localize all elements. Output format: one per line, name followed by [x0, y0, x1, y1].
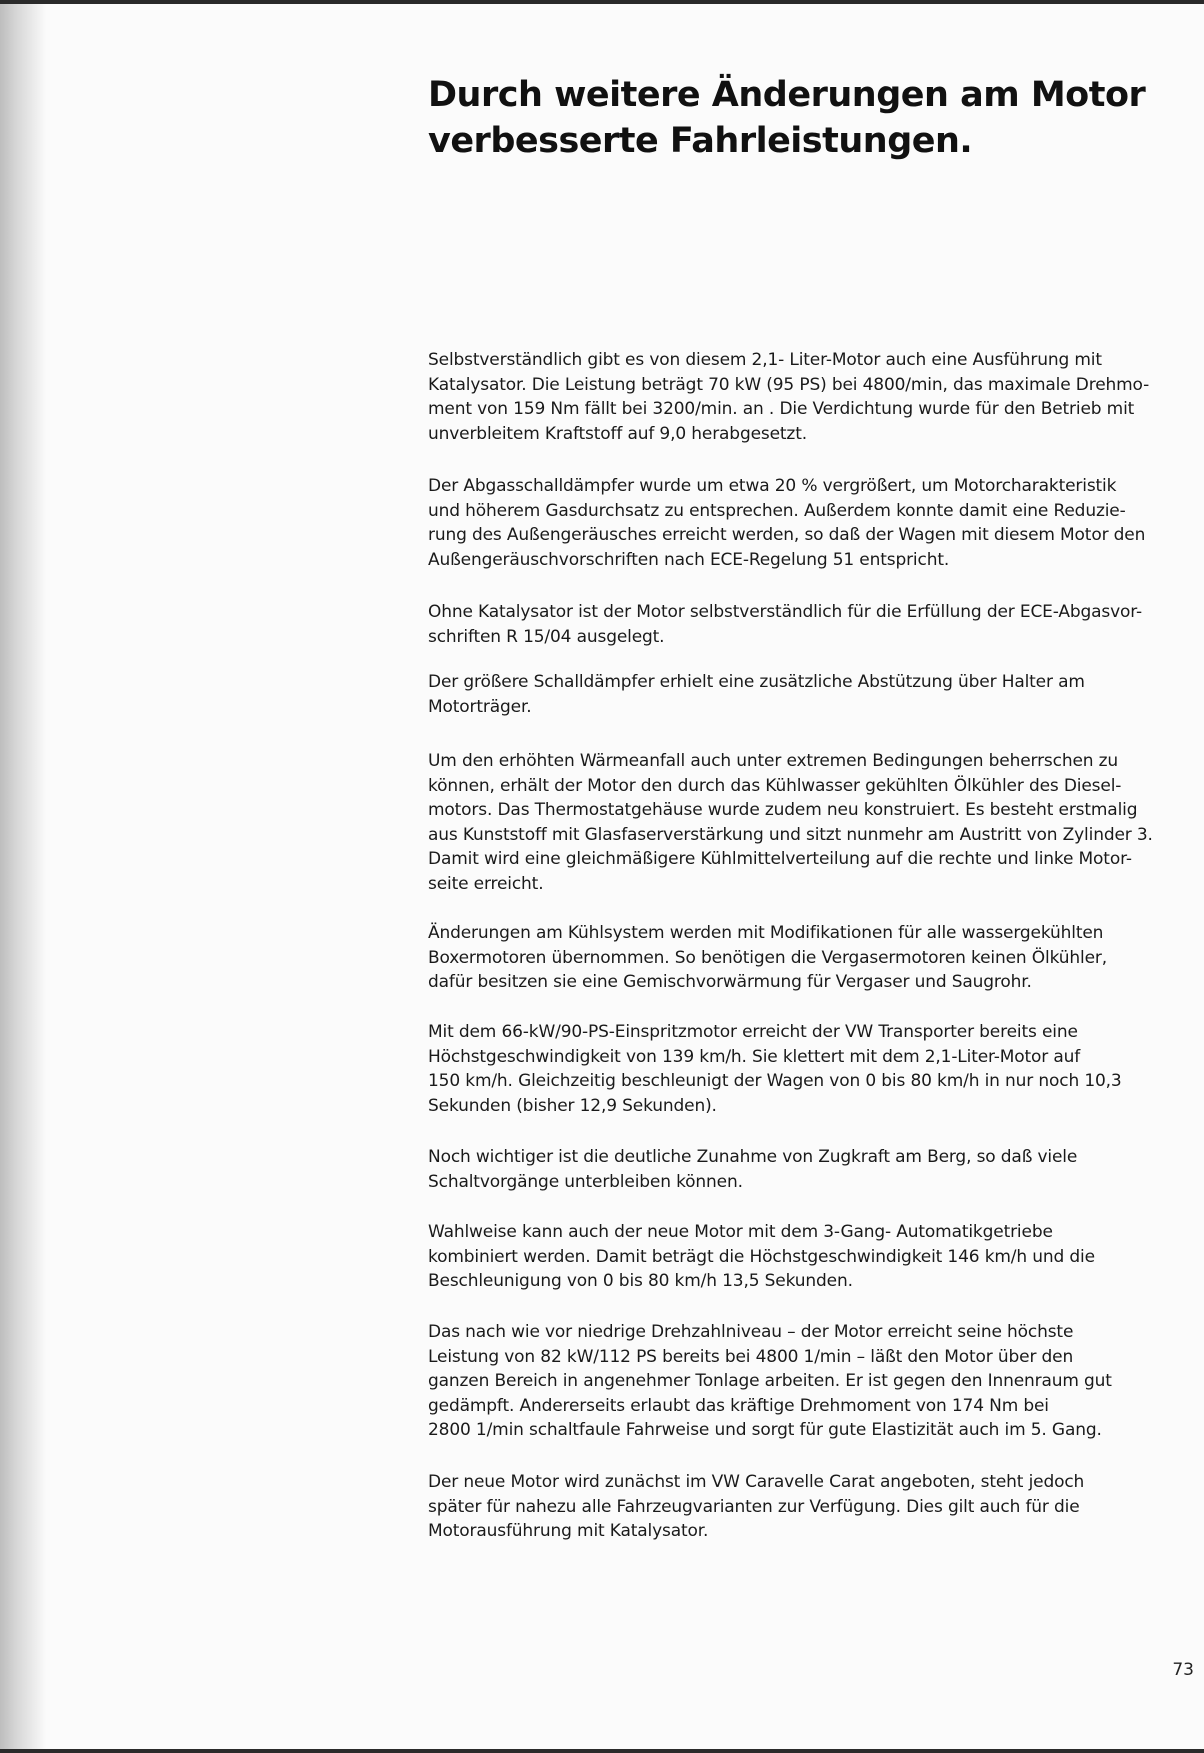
paragraph-line: seite erreicht. [428, 873, 544, 894]
paragraph-line: Katalysator. Die Leistung beträgt 70 kW (95 PS) bei 4800/min, das maximale Drehmo- [428, 374, 1150, 395]
paragraph-line: 150 km/h. Gleichzeitig beschleunigt der Wagen von 0 bis 80 km/h in nur noch 10,3 [428, 1071, 1122, 1091]
paragraph-line: Der größere Schalldämpfer erhielt eine zusätzliche Abstützung über Halter am [428, 672, 1085, 692]
paragraph-line: motors. Das Thermostatgehäuse wurde zudem neu konstruiert. Es besteht erstmalig [428, 800, 1138, 820]
paragraph-line: Mit dem 66-kW/90-PS-Einspritzmotor erreicht der VW Transporter bereits eine [428, 1022, 1078, 1042]
paragraph-line: Selbstverständlich gibt es von diesem 2,1- Liter-Motor auch eine Ausführung mit [428, 350, 1102, 370]
paragraph [428, 1320, 1112, 1443]
paragraph-line: Noch wichtiger ist die deutliche Zunahme von Zugkraft am Berg, so daß viele [428, 1147, 1078, 1167]
paragraph [428, 348, 1149, 446]
paragraph-line: unverbleitem Kraftstoff auf 9,0 herabgesetzt. [428, 423, 807, 444]
paragraph-line: Damit wird eine gleichmäßigere Kühlmittelverteilung auf die rechte und linke Motor- [428, 849, 1132, 869]
paragraph-line: schriften R 15/04 ausgelegt. [428, 626, 665, 647]
paragraph-line: Der Abgasschalldämpfer wurde um etwa 20 % vergrößert, um Motorcharakteristik [428, 476, 1117, 496]
paragraph [428, 600, 1142, 649]
paragraph-line: aus Kunststoff mit Glasfaserverstärkung und sitzt nunmehr am Austritt von Zylinder 3. [428, 824, 1153, 845]
paragraph-line: später für nahezu alle Fahrzeugvarianten zur Verfügung. Dies gilt auch für die [428, 1496, 1080, 1517]
paragraph [428, 1020, 1122, 1118]
paragraph-line: Beschleunigung von 0 bis 80 km/h 13,5 Sekunden. [428, 1271, 853, 1291]
paragraph [428, 749, 1153, 896]
paragraph-line: rung des Außengeräusches erreicht werden, so daß der Wagen mit diesem Motor den [428, 525, 1146, 545]
paragraph-line: gedämpft. Andererseits erlaubt das kräftige Drehmoment von 174 Nm bei [428, 1395, 1049, 1416]
paragraph [428, 1220, 1095, 1294]
paragraph-line: Wahlweise kann auch der neue Motor mit dem 3-Gang- Automatikgetriebe [428, 1222, 1053, 1242]
paragraph [428, 474, 1145, 572]
paragraph-line: ment von 159 Nm fällt bei 3200/min. an . Die Verdichtung wurde für den Betrieb mit [428, 399, 1135, 419]
paragraph-line: können, erhält der Motor den durch das Kühlwasser gekühlten Ölkühler des Diesel- [428, 775, 1122, 796]
page-title [428, 72, 1168, 164]
paragraph-line: Außengeräuschvorschriften nach ECE-Regelung 51 entspricht. [428, 549, 950, 570]
paragraph-line: 2800 1/min schaltfaule Fahrweise und sorgt für gute Elastizität auch im 5. Gang. [428, 1420, 1102, 1440]
paragraph-line: ganzen Bereich in angenehmer Tonlage arbeiten. Er ist gegen den Innenraum gut [428, 1371, 1112, 1391]
paragraph-line: dafür besitzen sie eine Gemischvorwärmung für Vergaser und Saugrohr. [428, 972, 1032, 992]
paragraph-line: Motorträger. [428, 696, 532, 717]
paragraph-line: Um den erhöhten Wärmeanfall auch unter extremen Bedingungen beherrschen zu [428, 751, 1119, 771]
binding-shadow [0, 0, 46, 1753]
paragraph-line: Leistung von 82 kW/112 PS bereits bei 4800 1/min – läßt den Motor über den [428, 1346, 1074, 1367]
paragraph-line: Schaltvorgänge unterbleiben können. [428, 1171, 743, 1192]
paragraph-line: Der neue Motor wird zunächst im VW Caravelle Carat angeboten, steht jedoch [428, 1472, 1085, 1492]
paragraph-line: kombiniert werden. Damit beträgt die Höchstgeschwindigkeit 146 km/h und die [428, 1246, 1095, 1267]
title-line-1: Durch weitere Änderungen am Motor [428, 75, 1146, 115]
title-line-2: verbesserte Fahrleistungen. [428, 121, 973, 161]
top-page-edge [0, 0, 1204, 4]
paragraph-line: Motorausführung mit Katalysator. [428, 1521, 709, 1541]
paragraph-line: und höherem Gasdurchsatz zu entsprechen. Außerdem konnte damit eine Reduzie- [428, 500, 1126, 521]
paragraph [428, 670, 1085, 719]
paragraph-line: Das nach wie vor niedrige Drehzahlniveau – der Motor erreicht seine höchste [428, 1322, 1074, 1342]
paragraph-line: Höchstgeschwindigkeit von 139 km/h. Sie klettert mit dem 2,1-Liter-Motor auf [428, 1046, 1081, 1067]
paragraph [428, 1145, 1077, 1194]
paragraph-line: Ohne Katalysator ist der Motor selbstverständlich für die Erfüllung der ECE-Abgasvor- [428, 602, 1143, 622]
paragraph-line: Boxermotoren übernommen. So benötigen die Vergasermotoren keinen Ölkühler, [428, 947, 1108, 968]
bottom-page-edge [0, 1749, 1204, 1753]
paragraph [428, 1470, 1084, 1544]
paragraph-line: Sekunden (bisher 12,9 Sekunden). [428, 1095, 717, 1116]
paragraph [428, 921, 1107, 995]
page-number: 73 [1172, 1660, 1194, 1680]
paragraph-line: Änderungen am Kühlsystem werden mit Modifikationen für alle wassergekühlten [428, 923, 1104, 943]
